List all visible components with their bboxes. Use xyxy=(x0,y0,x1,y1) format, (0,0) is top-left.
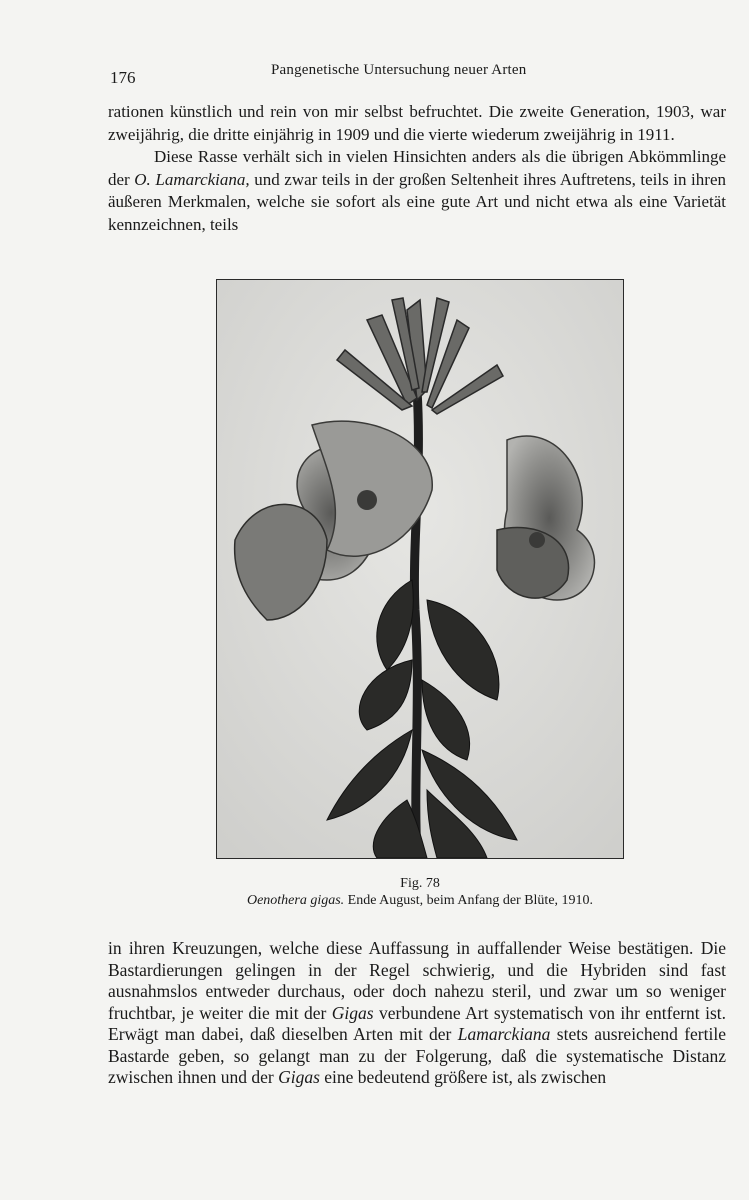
paragraph-diese-rasse xyxy=(108,146,726,236)
oenothera-gigas-photo xyxy=(217,280,623,858)
figure-caption xyxy=(120,893,720,909)
species-name: O. Lamarckiana, xyxy=(134,169,250,189)
page-number: 176 xyxy=(110,68,136,87)
species-name: Lamarckiana xyxy=(457,1024,551,1044)
species-name: Gigas xyxy=(278,1067,320,1087)
running-head xyxy=(108,62,728,86)
caption-text: Ende August, beim Anfang der Blüte, 1910. xyxy=(344,893,594,908)
paragraph-text: stets ausreichend fertile Bastarde geben, so gelangt man zu der Folgerung, daß die systematische Distanz zwischen ihnen und der xyxy=(108,1024,726,1087)
species-name: Gigas xyxy=(331,1002,374,1023)
paragraph-kreuzungen xyxy=(108,938,726,1089)
figure-photograph xyxy=(216,279,624,859)
top-text-block xyxy=(108,101,726,236)
bottom-text-block xyxy=(108,938,726,1089)
caption-species: Oenothera gigas. xyxy=(246,893,345,908)
figure-label: Fig. 78 xyxy=(400,876,440,891)
paragraph-continuation: rationen künstlich und rein von mir selbst befruchtet. Die zweite Generation, 1903, war zweijährig, die dritte einjährig in 1909 und die vierte wiederum zweijährig in 1911. xyxy=(108,102,726,144)
paragraph-text: verbundene Art systematisch von ihr entfernt ist. Erwägt man dabei, daß dieselben Arten mit der xyxy=(108,1002,727,1044)
paragraph-text: eine bedeutend größere ist, als zwischen xyxy=(319,1067,607,1087)
paragraph-text: und zwar teils in der großen Seltenheit ihres Auftretens, teils in ihren äußeren Merkmalen, welche sie sofort als eine gute Art und nicht etwa als eine Varietät kennzeichnen, teils xyxy=(108,169,726,234)
paragraph-text: in ihren Kreuzungen, welche diese Auffassung in auffallender Weise bestätigen. Die Bastardierungen gelingen in der Regel schwierig, und die Hybriden sind fast ausnahmslos entweder durchaus, oder doch nahezu steril, und zwar um so weniger fruchtbar, je weiter die mit der xyxy=(108,938,726,1023)
header-title: Pangenetische Untersuchung neuer Arten xyxy=(271,62,527,78)
paragraph-text: Diese Rasse verhält sich in vielen Hinsichten anders als die übrigen Abkömmlinge der xyxy=(108,147,726,189)
